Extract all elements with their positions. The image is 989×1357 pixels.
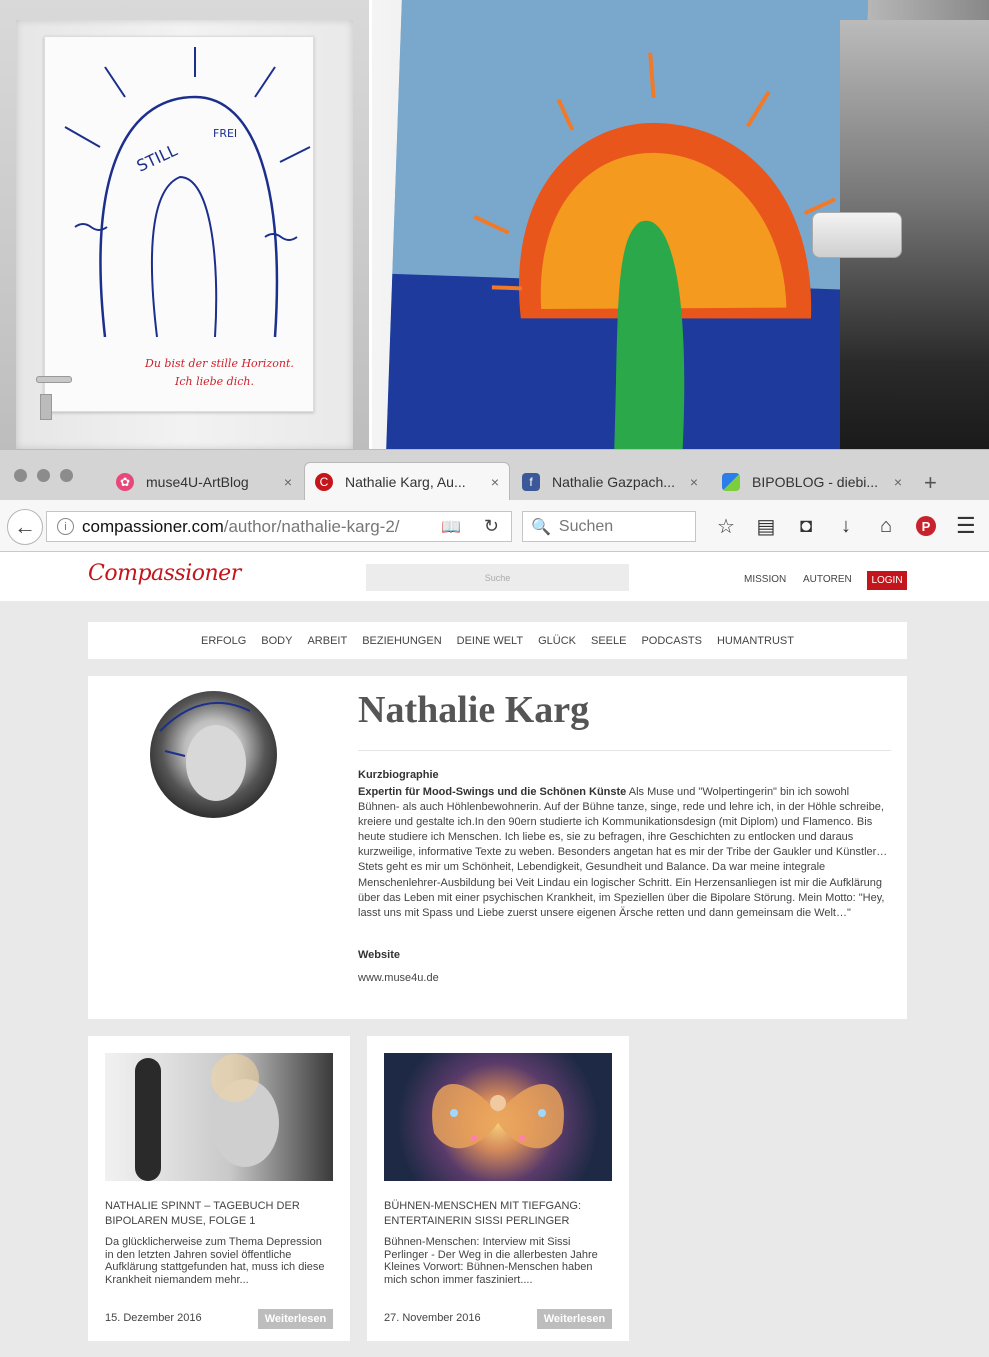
category-nav (88, 622, 907, 659)
nav-mission[interactable]: MISSION (744, 574, 787, 585)
sketch-word-frei: FREI (213, 127, 238, 140)
url-host: compassioner.com (82, 516, 224, 536)
toolbar-icons (706, 513, 946, 539)
browser-nav-bar (0, 500, 989, 552)
post-excerpt: Da glücklicherweise zum Thema Depression in den letzten Jahren soviel öffentliche Aufklärung stattgefunden hat, muss ich diese Krankheit niemandem mehr... (105, 1236, 325, 1286)
nav-autoren[interactable]: AUTOREN (803, 574, 852, 585)
browser-search-placeholder: Suchen (558, 517, 614, 535)
window-minimize-dot[interactable] (37, 469, 50, 482)
reader-view-icon[interactable]: 📖 (441, 518, 461, 536)
bipoblog-favicon-icon (722, 473, 740, 491)
tab-close-icon[interactable]: × (490, 474, 499, 490)
category-arbeit[interactable]: ARBEIT (307, 634, 348, 647)
tab-close-icon[interactable]: × (689, 473, 698, 490)
window-close-dot[interactable] (14, 469, 27, 482)
post-card (367, 1036, 629, 1341)
facebook-favicon-icon: f (522, 473, 540, 491)
bio-lead: Expertin für Mood-Swings und die Schönen Künste (358, 786, 627, 798)
category-podcasts[interactable]: PODCASTS (641, 634, 702, 647)
home-icon[interactable]: ⌂ (879, 514, 893, 537)
info-icon[interactable]: i (57, 518, 74, 535)
painting-canvas (386, 0, 868, 449)
category-deine-welt[interactable]: DEINE WELT (456, 634, 524, 647)
post-image[interactable] (105, 1053, 333, 1181)
pocket-icon[interactable]: ◘ (799, 514, 813, 537)
post-title[interactable]: BÜHNEN-MENSCHEN MIT TIEFGANG: ENTERTAINERIN SISSI PERLINGER (384, 1200, 581, 1227)
search-icon: 🔍 (531, 518, 551, 536)
divider (358, 750, 891, 751)
url-path: /author/nathalie-karg-2/ (223, 516, 400, 536)
pinterest-icon[interactable]: P (906, 513, 946, 539)
category-erfolg[interactable]: ERFOLG (201, 634, 247, 647)
post-excerpt: Bühnen-Menschen: Interview mit Sissi Perlinger - Der Weg in die allerbesten Jahre Kleines Vorwort: Bühnen-Menschen haben mich schon immer fasziniert.... (384, 1236, 598, 1286)
tab-nathalie-karg[interactable] (304, 462, 510, 501)
tab-label: Nathalie Karg, Au... (345, 474, 466, 490)
post-card (88, 1036, 350, 1341)
hamburger-menu-icon[interactable]: ☰ (956, 513, 976, 538)
bookmark-star-icon[interactable]: ☆ (717, 515, 735, 538)
tab-muse4u[interactable] (106, 462, 302, 501)
browser-search-field[interactable] (522, 511, 696, 542)
tab-label: muse4U-ArtBlog (146, 473, 249, 490)
post-image[interactable] (384, 1053, 612, 1181)
author-website-link[interactable]: www.muse4u.de (358, 972, 439, 984)
sketch-caption-1: Du bist der stille Horizont. (145, 357, 294, 370)
door-lock (40, 394, 52, 420)
site-logo[interactable]: Compassioner (88, 561, 241, 586)
category-glueck[interactable]: GLÜCK (538, 634, 576, 647)
website (0, 553, 989, 1357)
category-seele[interactable]: SEELE (590, 634, 627, 647)
category-beziehungen[interactable]: BEZIEHUNGEN (362, 634, 442, 647)
bio-text: Als Muse und "Wolpertingerin" bin ich sowohl Bühnen- als auch Höhlenbewohnerin. Auf der Bühne tanze, singe, rede und lehre ich, in der Höhle schreibe, kreiere und gestalte ich.In den 90ern studierte ich Kommunikationsdesign (mit Diplom) und Flamenco. Bis heute studiere ich Menschen. Ich liebe es, sie zu befragen, ihre Geschichten zu entlocken und daraus kurzweilige, informative Texte zu weben. Besonders angetan hat es mir der Tribe der Gaukler und Künstler… Stets geht es mir um Schönheit, Lebendigkeit, Gesundheit und Balance. Da war meine integrale Menschenlehrer-Ausbildung bei Veit Lindau ein logischer Schritt. Ein Herzensanliegen ist mir die Aufklärung über das Leben mit einer psychischen Krankheit, im Speziellen über die Bipolare Störung. Mein Motto: "Hey, lasst uns mit Spass und Liebe zuerst unsere eigenen Ärsche retten und dann gemeinsam die Welt…" (358, 786, 888, 919)
avatar-sketch-overlay (150, 691, 277, 818)
category-body[interactable]: BODY (261, 634, 293, 647)
sketch-word-still: STILL (133, 140, 181, 176)
post-date: 27. November 2016 (384, 1312, 481, 1324)
post-image-drawing (384, 1053, 612, 1181)
tab-close-icon[interactable]: × (283, 473, 292, 490)
site-search-placeholder: Suche (484, 572, 511, 583)
photo-door-sketch (0, 0, 369, 449)
compassioner-favicon-icon: C (315, 473, 333, 491)
painting-drawing (386, 0, 868, 449)
tab-bipoblog[interactable] (712, 462, 912, 501)
sketch-drawing (45, 37, 315, 413)
photo-painting-selfie (372, 0, 989, 449)
tab-label: BIPOBLOG - diebi... (752, 473, 879, 490)
site-header (0, 553, 989, 601)
avatar (150, 691, 277, 818)
bio-label: Kurzbiographie (358, 769, 439, 781)
category-humantrust[interactable]: HUMANTRUST (716, 634, 794, 647)
url-bar[interactable] (46, 511, 512, 542)
browser-tab-bar (0, 449, 989, 500)
reload-icon[interactable]: ↻ (483, 516, 499, 536)
site-search-input[interactable] (366, 564, 629, 591)
author-name: Nathalie Karg (358, 689, 590, 731)
read-more-button[interactable]: Weiterlesen (258, 1309, 333, 1329)
tab-label: Nathalie Gazpach... (552, 473, 675, 490)
author-box (88, 676, 907, 1019)
smartphone (812, 212, 902, 258)
back-button[interactable] (7, 509, 43, 545)
post-image-drawing (105, 1053, 333, 1181)
website-label: Website (358, 949, 400, 961)
window-zoom-dot[interactable] (60, 469, 73, 482)
post-title[interactable]: NATHALIE SPINNT – TAGEBUCH DER BIPOLAREN MUSE, FOLGE 1 (105, 1200, 300, 1227)
read-more-button[interactable]: Weiterlesen (537, 1309, 612, 1329)
arrow-left-icon: ← (14, 514, 36, 539)
tab-close-icon[interactable]: × (893, 473, 902, 490)
new-tab-icon[interactable]: + (924, 470, 937, 495)
post-date: 15. Dezember 2016 (105, 1312, 202, 1324)
door-handle (36, 376, 72, 383)
author-bio (358, 785, 893, 921)
sketch-caption-2: Ich liebe dich. (175, 375, 254, 388)
sketch-paper (44, 36, 314, 412)
download-icon[interactable]: ↓ (841, 514, 851, 537)
rose-favicon-icon: ✿ (116, 473, 134, 491)
tab-facebook[interactable] (512, 462, 708, 501)
reading-list-icon[interactable]: ▤ (756, 515, 776, 538)
login-button[interactable]: LOGIN (867, 571, 907, 590)
